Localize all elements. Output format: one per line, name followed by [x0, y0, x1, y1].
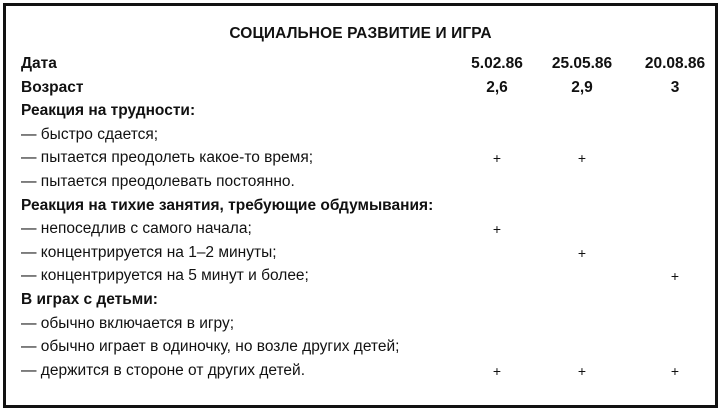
row-label: — быстро сдается; [21, 125, 159, 143]
row-label: — пытается преодолевать постоянно. [21, 173, 295, 190]
table-row [21, 264, 711, 288]
plus-mark: + [670, 268, 680, 285]
table-cell: 20.08.86 [644, 55, 706, 72]
section-heading: Реакция на трудности: [21, 102, 196, 120]
table-cell: 25.05.86 [551, 55, 613, 72]
table-row [21, 146, 711, 170]
plus-mark: + [577, 150, 587, 167]
row-label: — держится в стороне от других детей. [21, 361, 306, 379]
row-label: — обычно играет в одиночку, но возле других детей; [21, 338, 400, 356]
header-row [21, 76, 711, 100]
table-title: СОЦИАЛЬНОЕ РАЗВИТИЕ И ИГРА [229, 25, 492, 42]
section-heading: Реакция на тихие занятия, требующие обдумывания: [21, 196, 434, 214]
section-heading-row [21, 194, 711, 218]
table-cell: 3 [670, 78, 680, 96]
header-row [21, 52, 711, 76]
row-label: — обычно включается в игру; [21, 314, 235, 332]
table-row [21, 359, 711, 383]
table-row [21, 170, 711, 194]
plus-mark: + [577, 362, 587, 379]
row-label: — непоседлив с самого начала; [21, 220, 252, 238]
plus-mark: + [492, 150, 502, 167]
plus-mark: + [670, 362, 680, 379]
table-frame [3, 3, 718, 408]
table-row [21, 217, 711, 241]
table-cell: 2,9 [571, 78, 593, 96]
section-heading-row [21, 288, 711, 312]
table-row [21, 312, 711, 336]
table-row [21, 123, 711, 147]
row-label: — концентрируется на 5 минут и более; [21, 267, 309, 285]
row-label: Возраст [21, 78, 84, 96]
table-cell: 2,6 [486, 78, 508, 96]
plus-mark: + [577, 244, 587, 261]
table-row [21, 335, 711, 359]
row-label: — концентрируется на 1–2 минуты; [21, 243, 277, 261]
section-heading: В играх с детьми: [21, 291, 158, 308]
table-row [21, 241, 711, 265]
table-cell: 5.02.86 [471, 55, 523, 72]
plus-mark: + [492, 221, 502, 238]
section-heading-row [21, 99, 711, 123]
row-label: — пытается преодолеть какое-то время; [21, 149, 314, 167]
row-label: Дата [21, 55, 57, 72]
plus-mark: + [492, 362, 502, 379]
